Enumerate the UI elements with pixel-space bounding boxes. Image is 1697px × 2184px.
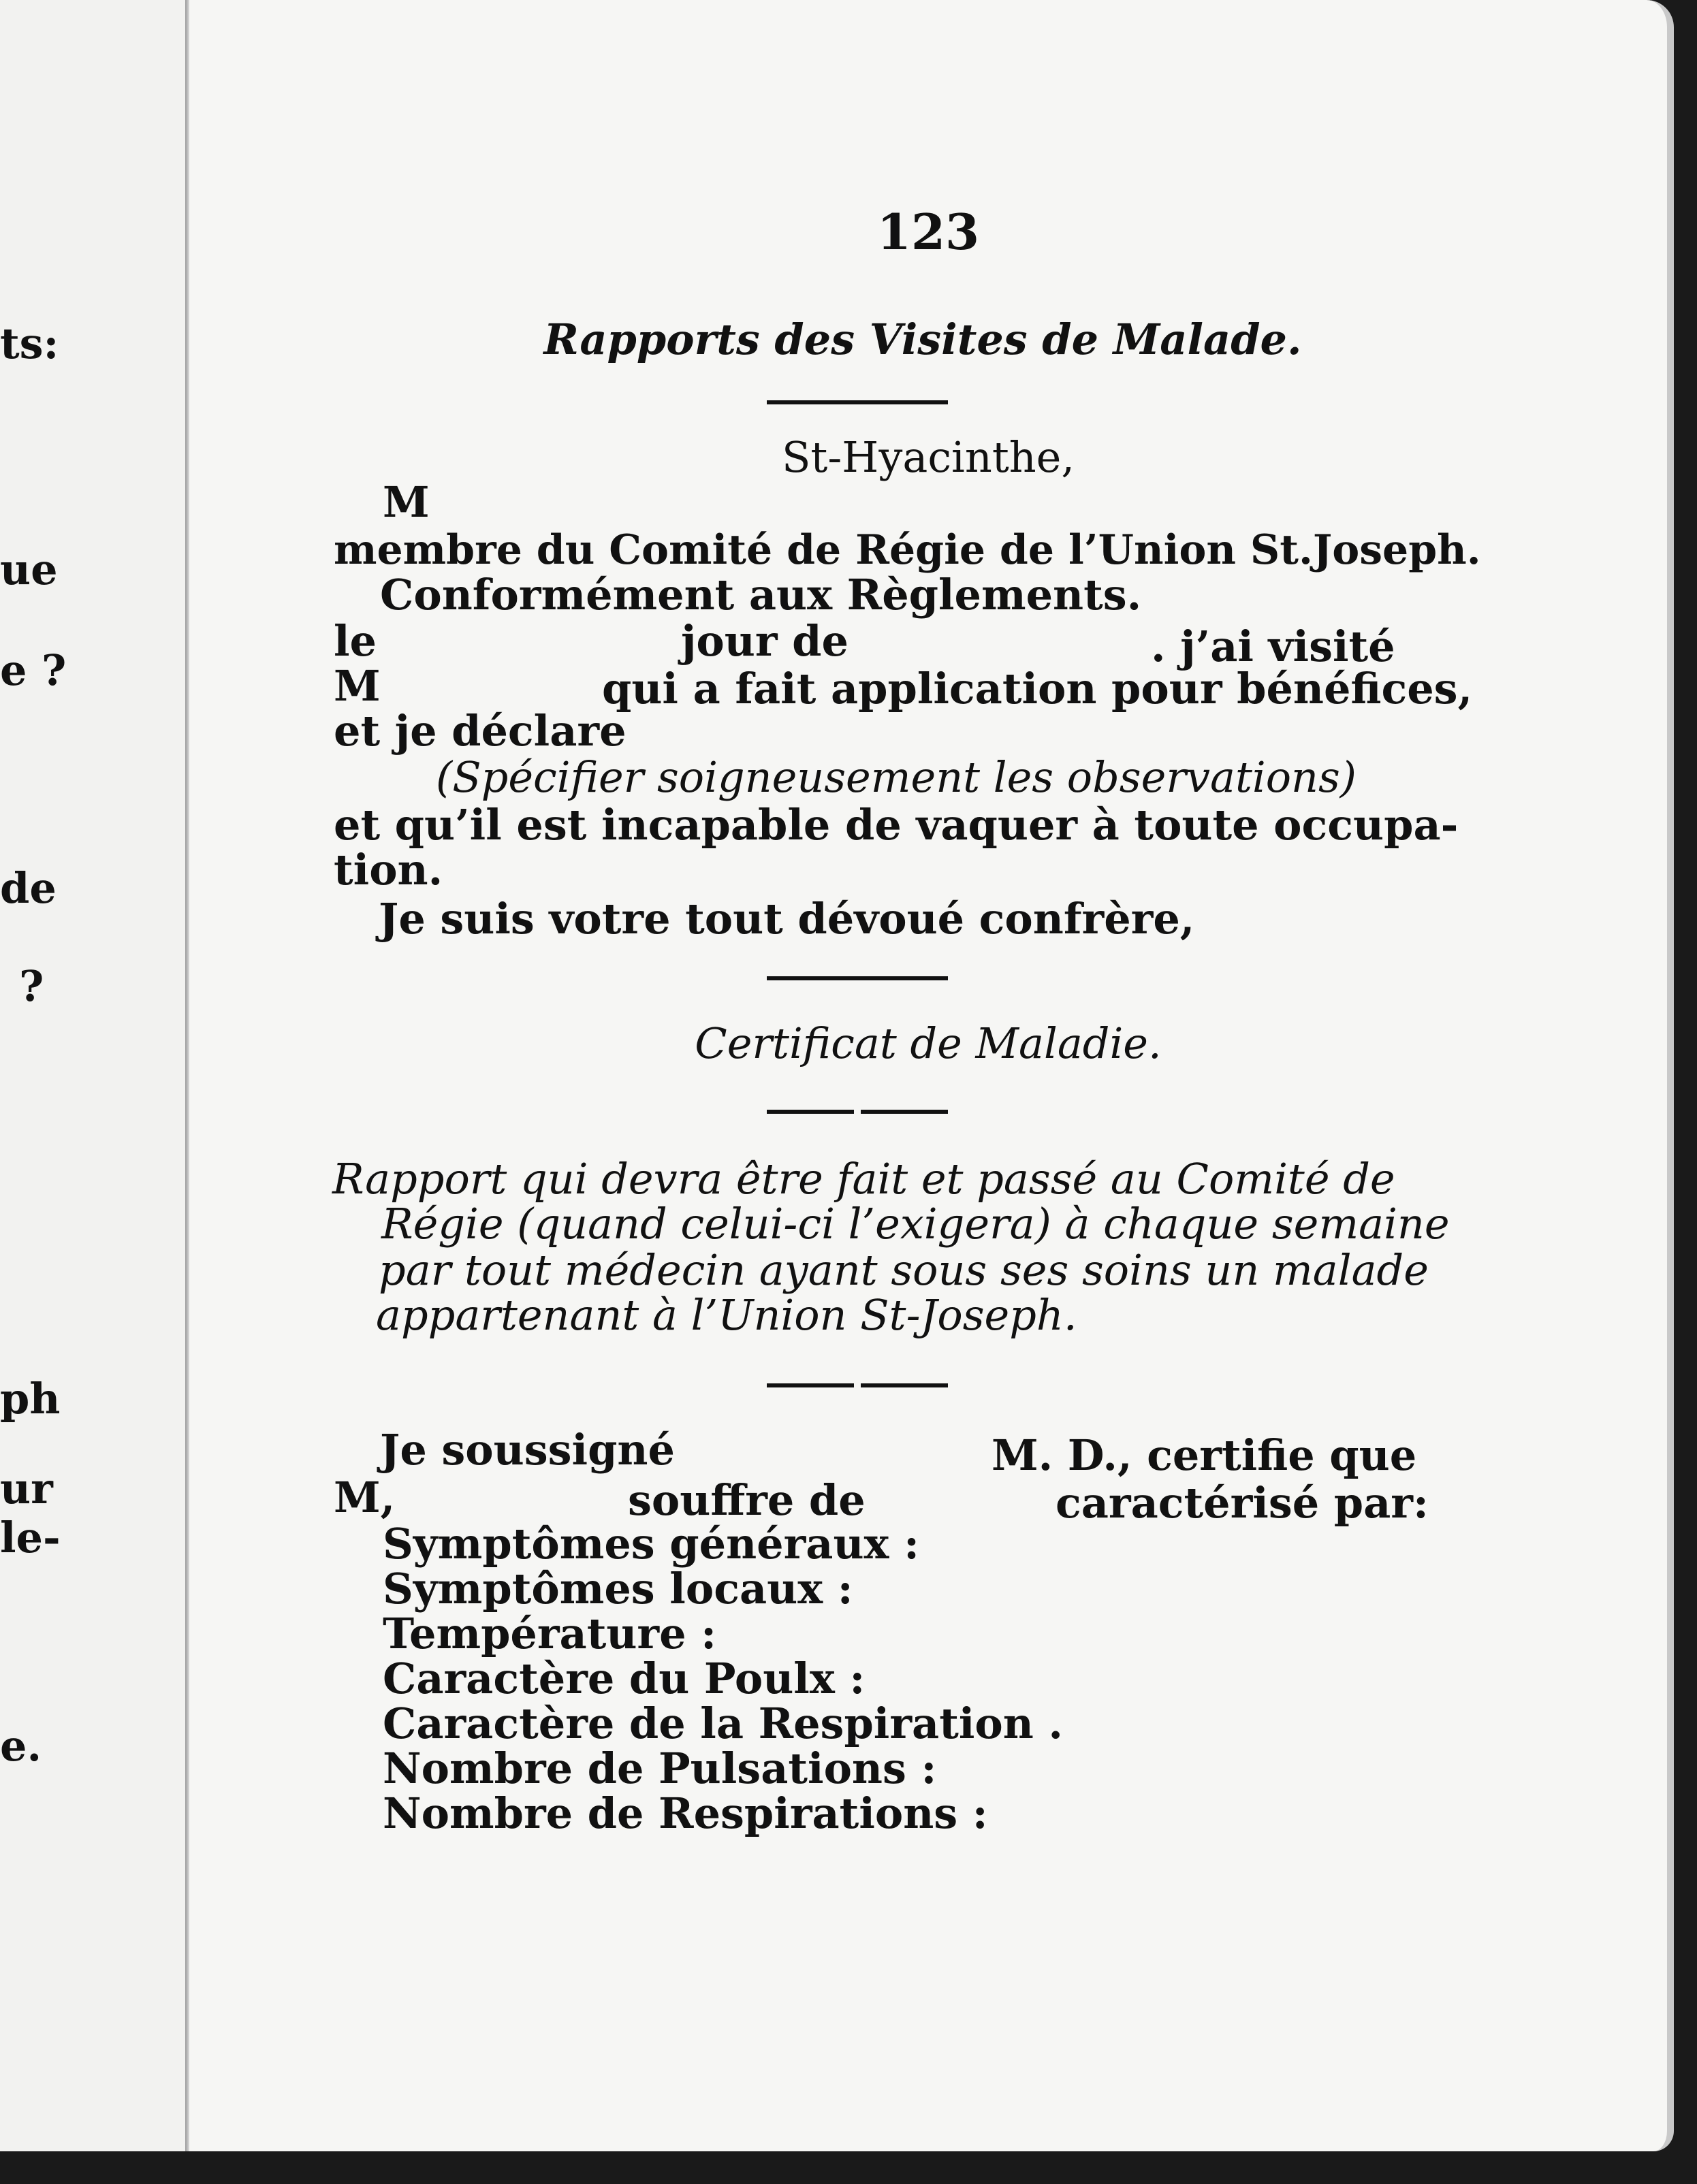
page-number: 123: [876, 203, 980, 261]
intro-line: Rapport qui devra être fait et passé au Comité de: [332, 1154, 1395, 1204]
member-line: membre du Comité de Régie de l’Union St.Joseph.: [334, 526, 1481, 574]
left-fragment: e.: [0, 1721, 42, 1771]
intro-line: par tout médecin ayant sous ses soins un malade: [379, 1245, 1429, 1295]
tion-line: tion.: [334, 845, 443, 895]
salutation: M: [383, 477, 430, 527]
section-title-certificat: Certificat de Maladie.: [695, 1018, 1162, 1068]
soussigne-text: Je soussigné: [380, 1425, 675, 1475]
symptom-field: Caractère du Poulx :: [383, 1654, 866, 1703]
specifier-note: (Spécifier soigneusement les observations): [436, 752, 1357, 802]
left-fragment: ?: [19, 961, 44, 1011]
left-fragment: ue: [0, 545, 58, 594]
closing-line: Je suis votre tout dévoué confrère,: [379, 894, 1195, 944]
place-line: St-Hyacinthe,: [781, 432, 1075, 482]
m-name-line: M: [334, 661, 381, 711]
intro-line: appartenant à l’Union St-Joseph.: [376, 1290, 1077, 1340]
symptom-field: Symptômes généraux :: [383, 1519, 919, 1569]
divider-rule: [767, 976, 948, 980]
md-certifie-text: M. D., certifie que: [992, 1430, 1417, 1480]
le-word: le: [334, 616, 377, 666]
symptom-field: Température :: [383, 1609, 717, 1658]
declare-line: et je déclare: [334, 706, 627, 756]
book-page: [189, 0, 1674, 2151]
divider-double-rule: [767, 1110, 948, 1114]
previous-page-edge: [0, 0, 185, 2151]
left-fragment: ts:: [0, 319, 59, 368]
divider-rule: [767, 400, 948, 404]
divider-double-rule: [767, 1383, 948, 1387]
souffre-text: souffre de: [628, 1475, 866, 1525]
left-fragment: ph: [0, 1374, 61, 1424]
intro-line: Régie (quand celui-ci l’exigera) à chaque semaine: [381, 1199, 1450, 1249]
section-title-rapports: Rapports des Visites de Malade.: [543, 315, 1302, 364]
application-line: qui a fait application pour bénéfices,: [602, 664, 1473, 713]
left-fragment: ur: [0, 1464, 53, 1513]
symptom-field: Nombre de Respirations :: [383, 1788, 988, 1838]
symptom-field: Caractère de la Respiration .: [383, 1699, 1063, 1748]
jour-de: jour de: [681, 616, 848, 666]
visite-phrase: . j’ai visité: [1151, 622, 1395, 671]
m-patient-text: M,: [334, 1473, 396, 1522]
conformement-line: Conformément aux Règlements.: [380, 570, 1142, 620]
symptom-field: Nombre de Pulsations :: [383, 1744, 937, 1793]
symptom-field: Symptômes locaux :: [383, 1564, 853, 1613]
left-fragment: le-: [0, 1513, 61, 1562]
incapable-line: et qu’il est incapable de vaquer à toute occupa-: [334, 800, 1459, 850]
left-fragment: de: [0, 863, 57, 913]
left-fragment: e ?: [0, 645, 67, 695]
caracterise-text: caractérisé par:: [1056, 1478, 1429, 1528]
